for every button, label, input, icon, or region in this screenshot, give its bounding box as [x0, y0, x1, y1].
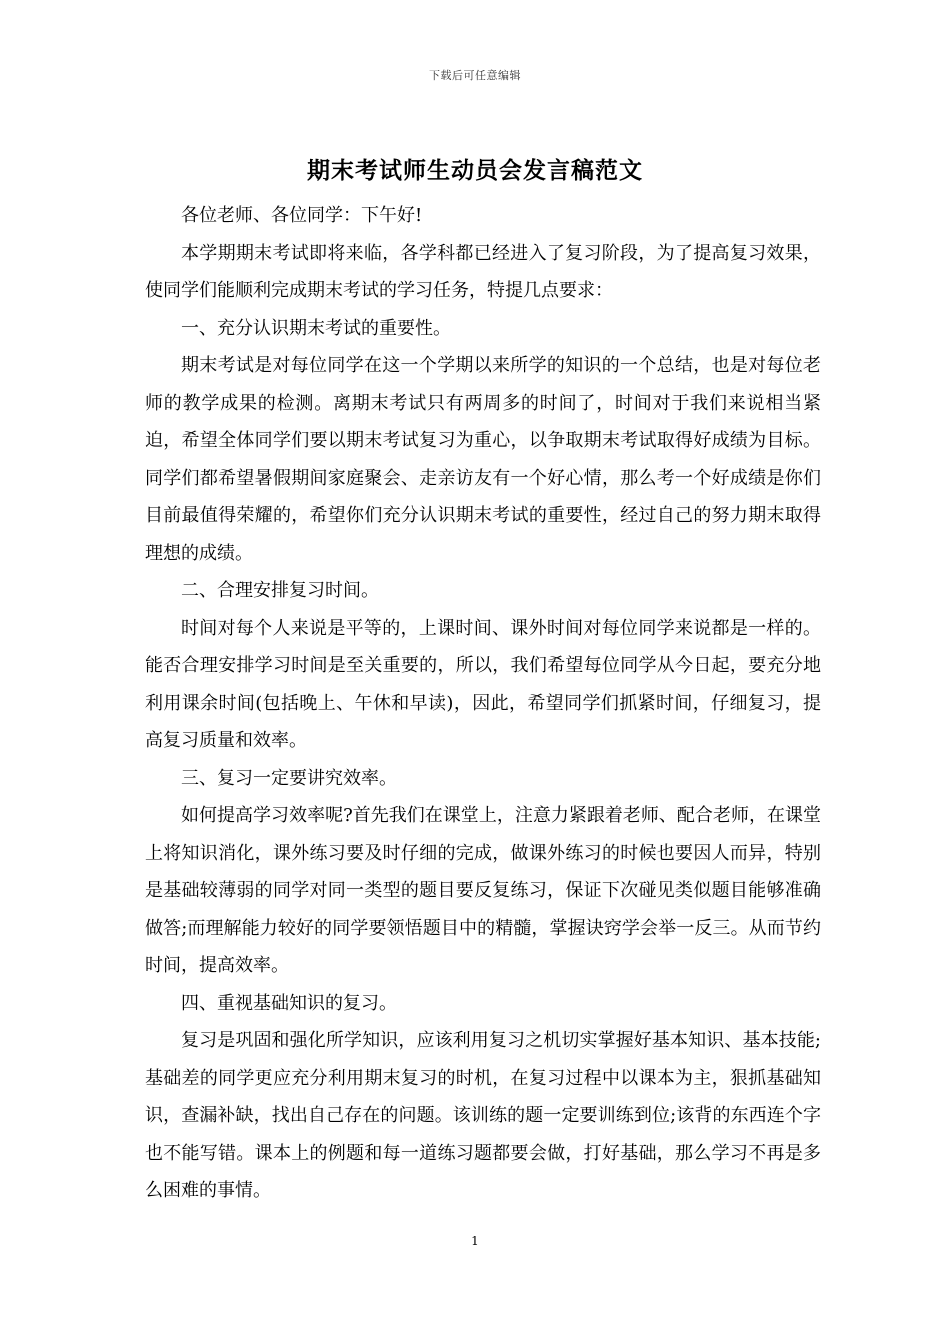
intro-paragraph: 本学期期末考试即将来临，各学科都已经进入了复习阶段，为了提高复习效果，使同学们能顺利完成期末考试的学习任务，特提几点要求： — [145, 242, 821, 301]
section-paragraph-3: 如何提高学习效率呢?首先我们在课堂上，注意力紧跟着老师、配合老师，在课堂上将知识消化，课外练习要及时仔细的完成，做课外练习的时候也要因人而异，特别是基础较薄弱的同学对同一类型的题目要反复练习，保证下次碰见类似题目能够准确做答;而理解能力较好的同学要领悟题目中的精髓，掌握诀窍学会举一反三。从而节约时间，提高效率。 — [145, 805, 821, 976]
section-heading-1: 一、充分认识期末考试的重要性。 — [181, 317, 451, 339]
section-paragraph-4: 复习是巩固和强化所学知识，应该利用复习之机切实掌握好基本知识、基本技能;基础差的同学更应充分利用期末复习的时机，在复习过程中以课本为主，狠抓基础知识，查漏补缺，找出自己存在的问题。该训练的题一定要训练到位;该背的东西连个字也不能写错。课本上的例题和每一道练习题都要会做，打好基础，那么学习不再是多么困难的事情。 — [145, 1030, 821, 1201]
greeting-paragraph: 各位老师、各位同学：下午好! — [181, 205, 423, 226]
section-heading-2: 二、合理安排复习时间。 — [181, 580, 379, 601]
section-paragraph-1: 期末考试是对每位同学在这一个学期以来所学的知识的一个总结，也是对每位老师的教学成果的检测。离期末考试只有两周多的时间了，时间对于我们来说相当紧迫，希望全体同学们要以期末考试复习为重心，以争取期末考试取得好成绩为目标。同学们都希望暑假期间家庭聚会、走亲访友有一个好心情，那么考一个好成绩是你们目前最值得荣耀的，希望你们充分认识期末考试的重要性，经过自己的努力期末取得理想的成绩。 — [145, 355, 821, 564]
header-note: 下载后可任意编辑 — [429, 69, 521, 82]
document-body — [145, 197, 821, 1210]
document-title: 期末考试师生动员会发言稿范文 — [307, 157, 643, 184]
page-number: 1 — [471, 1234, 479, 1248]
section-heading-3: 三、复习一定要讲究效率。 — [181, 767, 397, 789]
section-paragraph-2: 时间对每个人来说是平等的，上课时间、课外时间对每位同学来说都是一样的。能否合理安排学习时间是至关重要的，所以，我们希望每位同学从今日起，要充分地利用课余时间(包括晚上、午休和早读)，因此，希望同学们抓紧时间，仔细复习，提高复习质量和效率。 — [145, 617, 821, 751]
section-heading-4: 四、重视基础知识的复习。 — [181, 992, 397, 1014]
